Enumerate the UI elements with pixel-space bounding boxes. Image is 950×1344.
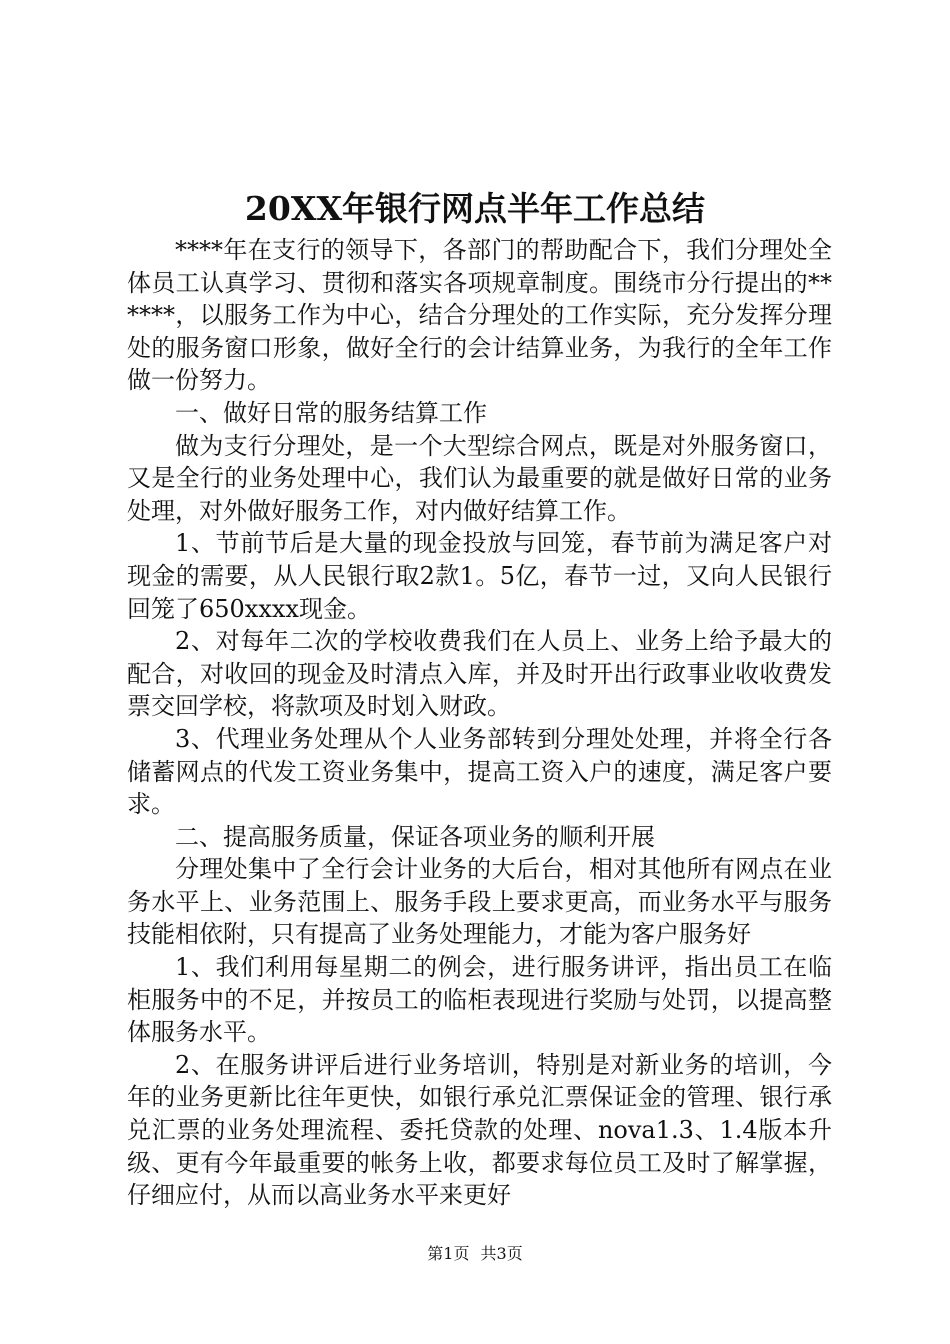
paragraph-intro: ****年在支行的领导下，各部门的帮助配合下，我们分理处全体员工认真学习、贯彻和落实各项规章制度。围绕市分行提出的******，以服务工作为中心，结合分理处的工作实际，充分发挥分理处的服务窗口形象，做好全行的会计结算业务，为我行的全年工作做一份努力。 — [127, 236, 832, 395]
paragraph: 分理处集中了全行会计业务的大后台，相对其他所有网点在业务水平上、业务范围上、服务手段上要求更高，而业务水平与服务技能相依附，只有提高了业务处理能力，才能为客户服务好 — [127, 855, 832, 949]
paragraph: 做为支行分理处，是一个大型综合网点，既是对外服务窗口，又是全行的业务处理中心，我们认为最重要的就是做好日常的业务处理，对外做好服务工作，对内做好结算工作。 — [127, 431, 832, 525]
paragraph: 3、代理业务处理从个人业务部转到分理处处理，并将全行各储蓄网点的代发工资业务集中，提高工资入户的速度，满足客户要求。 — [127, 724, 832, 819]
paragraph: 2、在服务讲评后进行业务培训，特别是对新业务的培训，今年的业务更新比往年更快，如银行承兑汇票保证金的管理、银行承兑汇票的业务处理流程、委托贷款的处理、nova1.3、1.4版本升级、更有今年最重要的帐务上收，都要求每位员工及时了解掌握，仔细应付，从而以高业务水平来更好 — [127, 1050, 832, 1210]
paragraph: 1、节前节后是大量的现金投放与回笼，春节前为满足客户对现金的需要，从人民银行取2款1。5亿，春节一过，又向人民银行回笼了650xxxx现金。 — [127, 529, 832, 623]
paragraph: 1、我们利用每星期二的例会，进行服务讲评，指出员工在临柜服务中的不足，并按员工的临柜表现进行奖励与处罚，以提高整体服务水平。 — [127, 953, 832, 1047]
section-heading-1: 一、做好日常的服务结算工作 — [175, 398, 487, 427]
page-number-current: 第1页 — [427, 1244, 470, 1263]
document-title: 20XX年银行网点半年工作总结 — [244, 189, 706, 228]
section-heading-2: 二、提高服务质量，保证各项业务的顺利开展 — [175, 822, 655, 851]
page-footer — [0, 1242, 950, 1266]
page-number-total: 共3页 — [480, 1244, 523, 1263]
paragraph: 2、对每年二次的学校收费我们在人员上、业务上给予最大的配合，对收回的现金及时清点入库，并及时开出行政事业收收费发票交回学校，将款项及时划入财政。 — [127, 627, 832, 721]
document-body — [127, 234, 832, 1212]
